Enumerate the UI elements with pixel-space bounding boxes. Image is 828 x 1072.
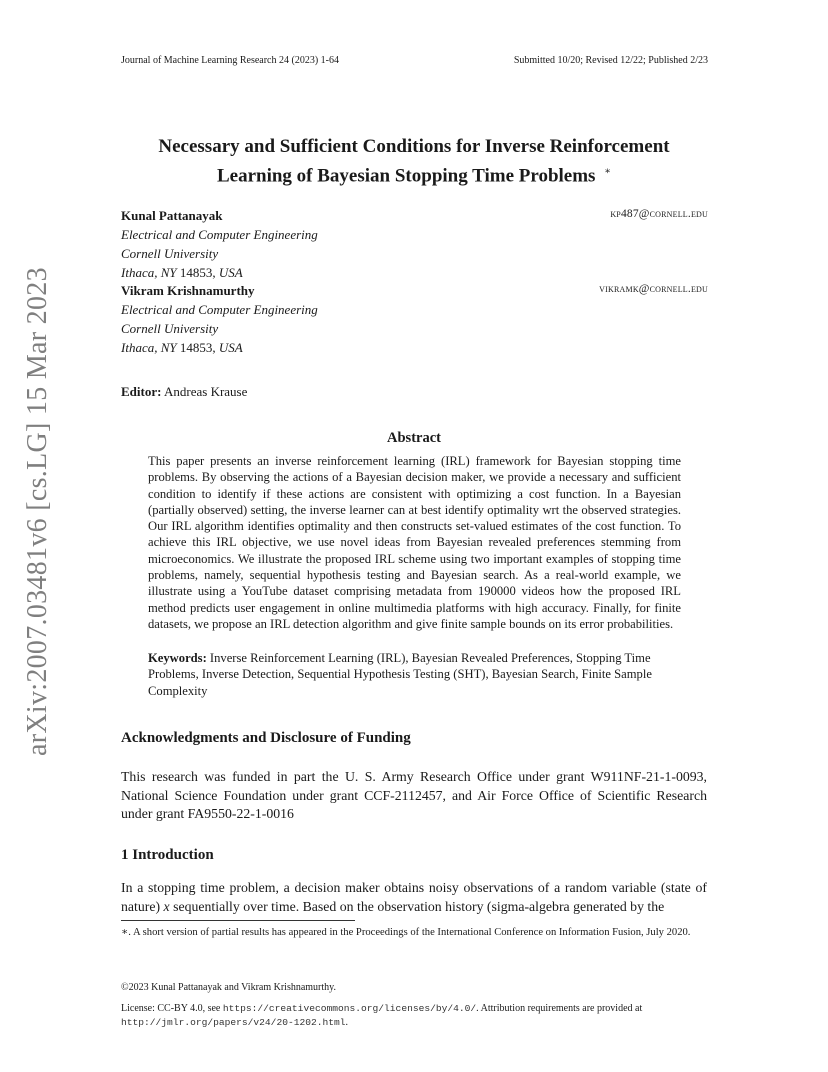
author-university: Cornell University bbox=[121, 321, 219, 336]
author-block-1 bbox=[121, 206, 318, 282]
author-country: USA bbox=[218, 340, 243, 355]
author-location bbox=[121, 338, 318, 357]
license bbox=[121, 1002, 711, 1030]
author-city: Ithaca, NY bbox=[121, 265, 177, 280]
keywords bbox=[148, 650, 681, 699]
author-city: Ithaca, NY bbox=[121, 340, 177, 355]
intro-text-b: sequentially over time. Based on the observation history (sigma-algebra generated by the bbox=[169, 898, 665, 914]
license-url-jmlr[interactable]: http://jmlr.org/papers/v24/20-1202.html bbox=[121, 1017, 346, 1028]
author-university: Cornell University bbox=[121, 246, 219, 261]
title-line-2 bbox=[90, 159, 738, 188]
abstract-text: This paper presents an inverse reinforcement learning (IRL) framework for Bayesian stopping time problems. By observing the actions of a Bayesian decision maker, we provide a necessary and sufficient condition to identify if these actions are consistent with optimizing a cost function. In a Bayesian (partially observed) setting, the inverse learner can at best identify optimality wrt the observed strategies. Our IRL algorithm identifies optimality and then constructs set-valued estimates of the cost function. To achieve this IRL objective, we use novel ideas from Bayesian revealed preferences stemming from microeconomics. We illustrate the proposed IRL scheme using two important examples of stopping time problems, namely, sequential hypothesis testing and Bayesian search. As a real-world example, we illustrate using a YouTube dataset comprising metadata from 190000 videos how the proposed IRL method predicts user engagement in online multimedia platforms with high accuracy. Finally, for finite datasets, we propose an IRL detection algorithm and give finite sample bounds on its error probabilities. bbox=[148, 454, 681, 631]
footnote-text: A short version of partial results has appeared in the Proceedings of the International Conference on Information Fusion, July 2020. bbox=[132, 927, 691, 938]
author-zip: 14853, bbox=[179, 340, 216, 355]
title-line-2-text: Learning of Bayesian Stopping Time Problems bbox=[216, 165, 596, 187]
journal-header: Journal of Machine Learning Research 24 (2023) 1-64 bbox=[121, 55, 339, 66]
paper-title bbox=[90, 134, 738, 188]
author-dept: Electrical and Computer Engineering bbox=[121, 302, 318, 317]
keywords-label: Keywords: bbox=[148, 651, 207, 665]
copyright: ©2023 Kunal Pattanayak and Vikram Krishnamurthy. bbox=[121, 982, 337, 993]
author-location bbox=[121, 263, 318, 282]
introduction-heading: 1 Introduction bbox=[121, 847, 214, 863]
author-email-2[interactable]: vikramk@cornell.edu bbox=[599, 283, 708, 295]
introduction-text bbox=[121, 879, 707, 916]
intro-text-a: In a stopping time problem, a decision maker obtains noisy observations of a random variable (state of nature) bbox=[121, 880, 707, 914]
license-middle: . Attribution requirements are provided at bbox=[476, 1003, 643, 1014]
license-suffix: . bbox=[345, 1017, 349, 1028]
title-line-1: Necessary and Sufficient Conditions for Inverse Reinforcement bbox=[158, 136, 670, 157]
title-footnote-mark: ∗ bbox=[604, 166, 612, 177]
abstract-heading: Abstract bbox=[387, 430, 441, 446]
author-dept: Electrical and Computer Engineering bbox=[121, 227, 318, 242]
keywords-text: Inverse Reinforcement Learning (IRL), Bayesian Revealed Preferences, Stopping Time Problems, Inverse Detection, Sequential Hypothesis Testing (SHT), Bayesian Search, Finite Sample Complexity bbox=[148, 651, 652, 698]
acknowledgments-text: This research was funded in part the U. S. Army Research Office under grant W911NF-21-1-0093, National Science Foundation under grant CCF-2112457, and Air Force Office of Scientific Research under grant FA9550-22-1-0016 bbox=[121, 769, 707, 821]
license-prefix: License: CC-BY 4.0, see bbox=[121, 1003, 223, 1014]
submission-dates: Submitted 10/20; Revised 12/22; Published 2/23 bbox=[513, 55, 708, 66]
footnote-mark: ∗. bbox=[121, 927, 131, 938]
abstract-body bbox=[148, 453, 681, 632]
author-country: USA bbox=[218, 265, 243, 280]
author-name: Kunal Pattanayak bbox=[121, 208, 223, 223]
author-zip: 14853, bbox=[179, 265, 216, 280]
intro-variable: x bbox=[163, 898, 170, 914]
arxiv-sidebar: arXiv:2007.03481v6 [cs.LG] 15 Mar 2023 bbox=[22, 267, 53, 756]
editor-name: Andreas Krause bbox=[164, 384, 248, 399]
footnote bbox=[121, 926, 707, 940]
editor-label: Editor: bbox=[121, 384, 162, 399]
acknowledgments-heading: Acknowledgments and Disclosure of Funding bbox=[121, 730, 411, 746]
license-url-creativecommons[interactable]: https://creativecommons.org/licenses/by/4.0/ bbox=[222, 1003, 477, 1014]
author-name: Vikram Krishnamurthy bbox=[121, 283, 255, 298]
author-email-1[interactable]: kp487@cornell.edu bbox=[610, 208, 708, 220]
footnote-rule bbox=[121, 920, 355, 921]
author-block-2 bbox=[121, 281, 318, 357]
editor-line bbox=[121, 384, 247, 400]
